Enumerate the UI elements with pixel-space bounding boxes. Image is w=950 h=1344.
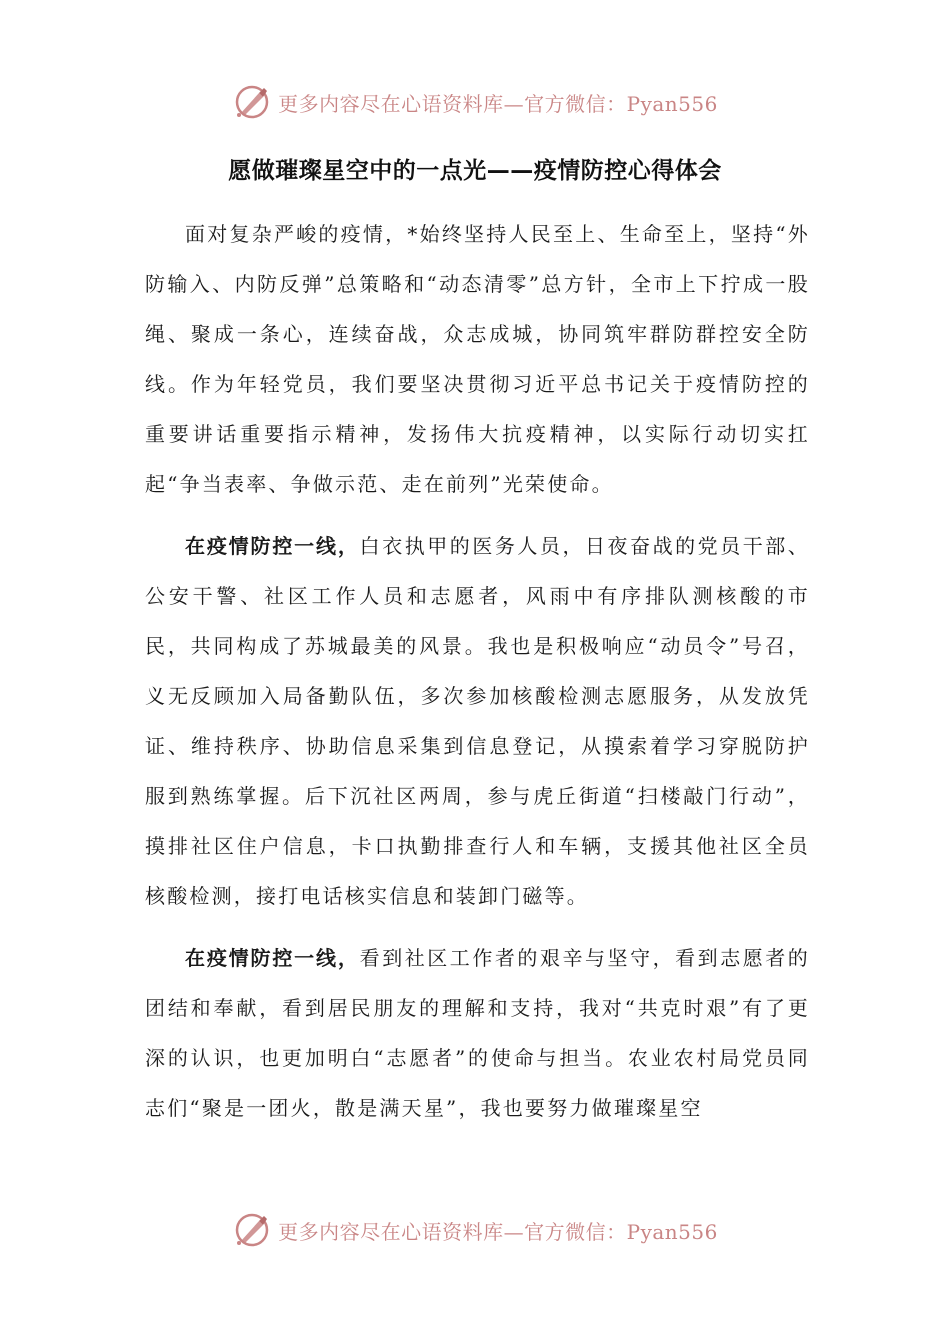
paragraph-text: 看到社区工作者的艰辛与坚守，看到志愿者的团结和奉献，看到居民朋友的理解和支持，我对“共克时艰”有了更深的认识，也更加明白“志愿者”的使命与担当。农业农村局党员同志们“聚是一团火，散是满天星”，我也要努力做璀璨星空 <box>145 946 811 1120</box>
paragraph <box>145 209 810 509</box>
pen-nib-icon <box>232 1210 272 1250</box>
paragraph-lead: 在疫情防控一线， <box>185 946 360 970</box>
header-watermark <box>0 80 950 124</box>
paragraph-lead: 在疫情防控一线， <box>185 534 360 558</box>
paragraph-text: 白衣执甲的医务人员，日夜奋战的党员干部、公安干警、社区工作人员和志愿者，风雨中有序排队测核酸的市民，共同构成了苏城最美的风景。我也是积极响应“动员令”号召，义无反顾加入局备勤队伍，多次参加核酸检测志愿服务，从发放凭证、维持秩序、协助信息采集到信息登记，从摸索着学习穿脱防护服到熟练掌握。后下沉社区两周，参与虎丘街道“扫楼敲门行动”，摸排社区住户信息，卡口执勤排查行人和车辆，支援其他社区全员核酸检测，接打电话核实信息和装卸门磁等。 <box>145 534 811 908</box>
document-body <box>145 209 810 1145</box>
paragraph-text: 面对复杂严峻的疫情，*始终坚持人民至上、生命至上，坚持“外防输入、内防反弹”总策略和“动态清零”总方针，全市上下拧成一股绳、聚成一条心，连续奋战，众志成城，协同筑牢群防群控安全防线。作为年轻党员，我们要坚决贯彻习近平总书记关于疫情防控的重要讲话重要指示精神，发扬伟大抗疫精神，以实际行动切实扛起“争当表率、争做示范、走在前列”光荣使命。 <box>145 222 810 496</box>
paragraph <box>145 933 810 1133</box>
paragraph <box>145 521 810 921</box>
watermark-text: 更多内容尽在心语资料库—官方微信：Pyan556 <box>278 91 718 116</box>
footer-watermark <box>0 1208 950 1252</box>
document-title: 愿做璀璨星空中的一点光——疫情防控心得体会 <box>228 158 722 184</box>
watermark-text: 更多内容尽在心语资料库—官方微信：Pyan556 <box>278 1219 718 1244</box>
pen-nib-icon <box>232 82 272 122</box>
